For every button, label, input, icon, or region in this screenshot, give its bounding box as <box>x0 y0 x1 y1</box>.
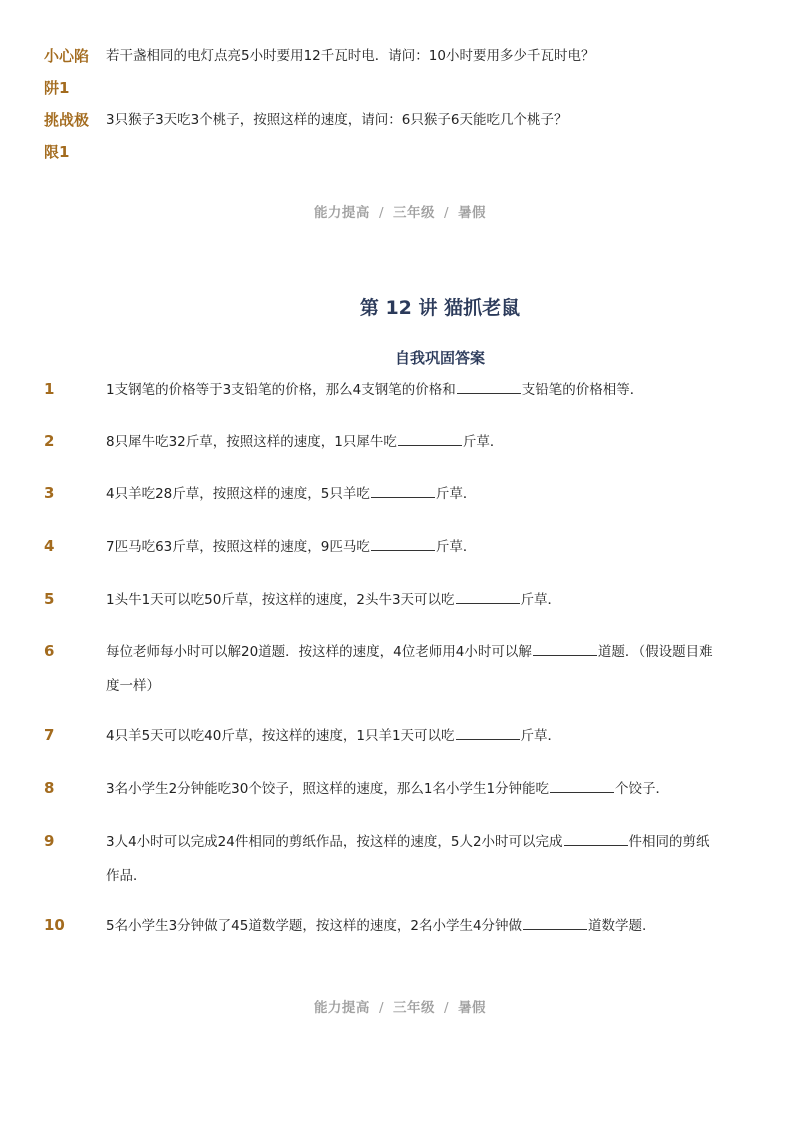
footer-sep: / <box>444 1000 450 1016</box>
question-number: 7 <box>44 726 55 744</box>
answer-blank <box>564 831 628 846</box>
question-number: 10 <box>44 916 65 934</box>
footer-part-3: 暑假 <box>458 205 487 221</box>
footer-part-2: 三年级 <box>393 1000 435 1016</box>
footer-part-1: 能力提高 <box>313 205 370 221</box>
tag-line-2: 限1 <box>44 143 70 161</box>
question-text-before: 7匹马吃63斤草，按照这样的速度，9匹马吃 <box>106 539 370 555</box>
question-number: 6 <box>44 642 55 660</box>
question-number: 3 <box>44 484 55 502</box>
page-footer <box>0 996 800 1016</box>
question-text-after: 斤草． <box>520 728 562 744</box>
question-text-after: 斤草． <box>435 539 477 555</box>
question-text <box>106 909 718 943</box>
footer-part-2: 三年级 <box>393 205 435 221</box>
question-text-before: 5名小学生3分钟做了45道数学题，按这样的速度，2名小学生4分钟做 <box>106 918 523 934</box>
question-text-before: 3名小学生2分钟能吃30个饺子，照这样的速度，那么1名小学生1分钟能吃 <box>106 781 550 797</box>
question-text-after: 道题．（假设题目难度一样） <box>106 644 713 694</box>
answer-blank <box>550 778 614 793</box>
answer-blank <box>457 379 521 394</box>
challenge-text: 若干盏相同的电灯点亮5小时要用12千瓦时电．请问：10小时要用多少千瓦时电？ <box>106 48 595 64</box>
question-text-before: 3人4小时可以完成24件相同的剪纸作品，按这样的速度，5人2小时可以完成 <box>106 834 563 850</box>
question-text <box>106 583 718 617</box>
question-text <box>106 772 718 806</box>
question-text <box>106 530 718 564</box>
question-number: 1 <box>44 380 55 398</box>
answer-blank <box>456 589 520 604</box>
question-number: 5 <box>44 590 55 608</box>
question-text <box>106 477 718 511</box>
answer-blank <box>533 641 597 656</box>
question-text-after: 斤草． <box>435 486 477 502</box>
question-text-before: 4只羊5天可以吃40斤草，按这样的速度，1只羊1天可以吃 <box>106 728 455 744</box>
footer-sep: / <box>378 1000 384 1016</box>
question-text-before: 1头牛1天可以吃50斤草，按这样的速度，2头牛3天可以吃 <box>106 592 455 608</box>
question-text-after: 支铅笔的价格相等． <box>521 382 644 398</box>
question-number: 8 <box>44 779 55 797</box>
question-text <box>106 373 718 407</box>
question-text <box>106 719 718 753</box>
question-number: 4 <box>44 537 55 555</box>
challenge-tag <box>44 104 100 168</box>
question-text-before: 4只羊吃28斤草，按照这样的速度，5只羊吃 <box>106 486 370 502</box>
answer-blank <box>371 483 435 498</box>
question-text-before: 每位老师每小时可以解20道题．按这样的速度，4位老师用4小时可以解 <box>106 644 532 660</box>
tag-line-2: 阱1 <box>44 79 70 97</box>
question-text-after: 件相同的剪纸作品． <box>106 834 710 884</box>
question-number: 9 <box>44 832 55 850</box>
question-text-before: 8只犀牛吃32斤草，按照这样的速度，1只犀牛吃 <box>106 434 397 450</box>
question-number: 2 <box>44 432 55 450</box>
footer-sep: / <box>378 205 384 221</box>
question-text <box>106 425 718 459</box>
challenge-text: 3只猴子3天吃3个桃子，按照这样的速度，请问：6只猴子6天能吃几个桃子？ <box>106 112 568 128</box>
answer-blank <box>456 725 520 740</box>
answer-blank <box>398 431 462 446</box>
lecture-subtitle: 自我巩固答案 <box>394 349 485 367</box>
page-footer <box>0 201 800 221</box>
tag-line-1: 小心陷 <box>44 47 90 65</box>
challenge-tag <box>44 40 100 104</box>
question-text-after: 个饺子． <box>615 781 670 797</box>
footer-sep: / <box>444 205 450 221</box>
footer-part-3: 暑假 <box>458 1000 487 1016</box>
answer-blank <box>523 915 587 930</box>
answer-blank <box>371 536 435 551</box>
question-text-before: 1支钢笔的价格等于3支铅笔的价格，那么4支钢笔的价格和 <box>106 382 456 398</box>
lecture-title: 第 12 讲 猫抓老鼠 <box>359 297 521 319</box>
question-text-after: 道数学题. <box>588 918 647 934</box>
question-text <box>106 635 718 703</box>
question-text <box>106 825 718 893</box>
tag-line-1: 挑战极 <box>44 111 90 129</box>
footer-part-1: 能力提高 <box>313 1000 370 1016</box>
question-text-after: 斤草． <box>520 592 562 608</box>
question-text-after: 斤草． <box>462 434 504 450</box>
